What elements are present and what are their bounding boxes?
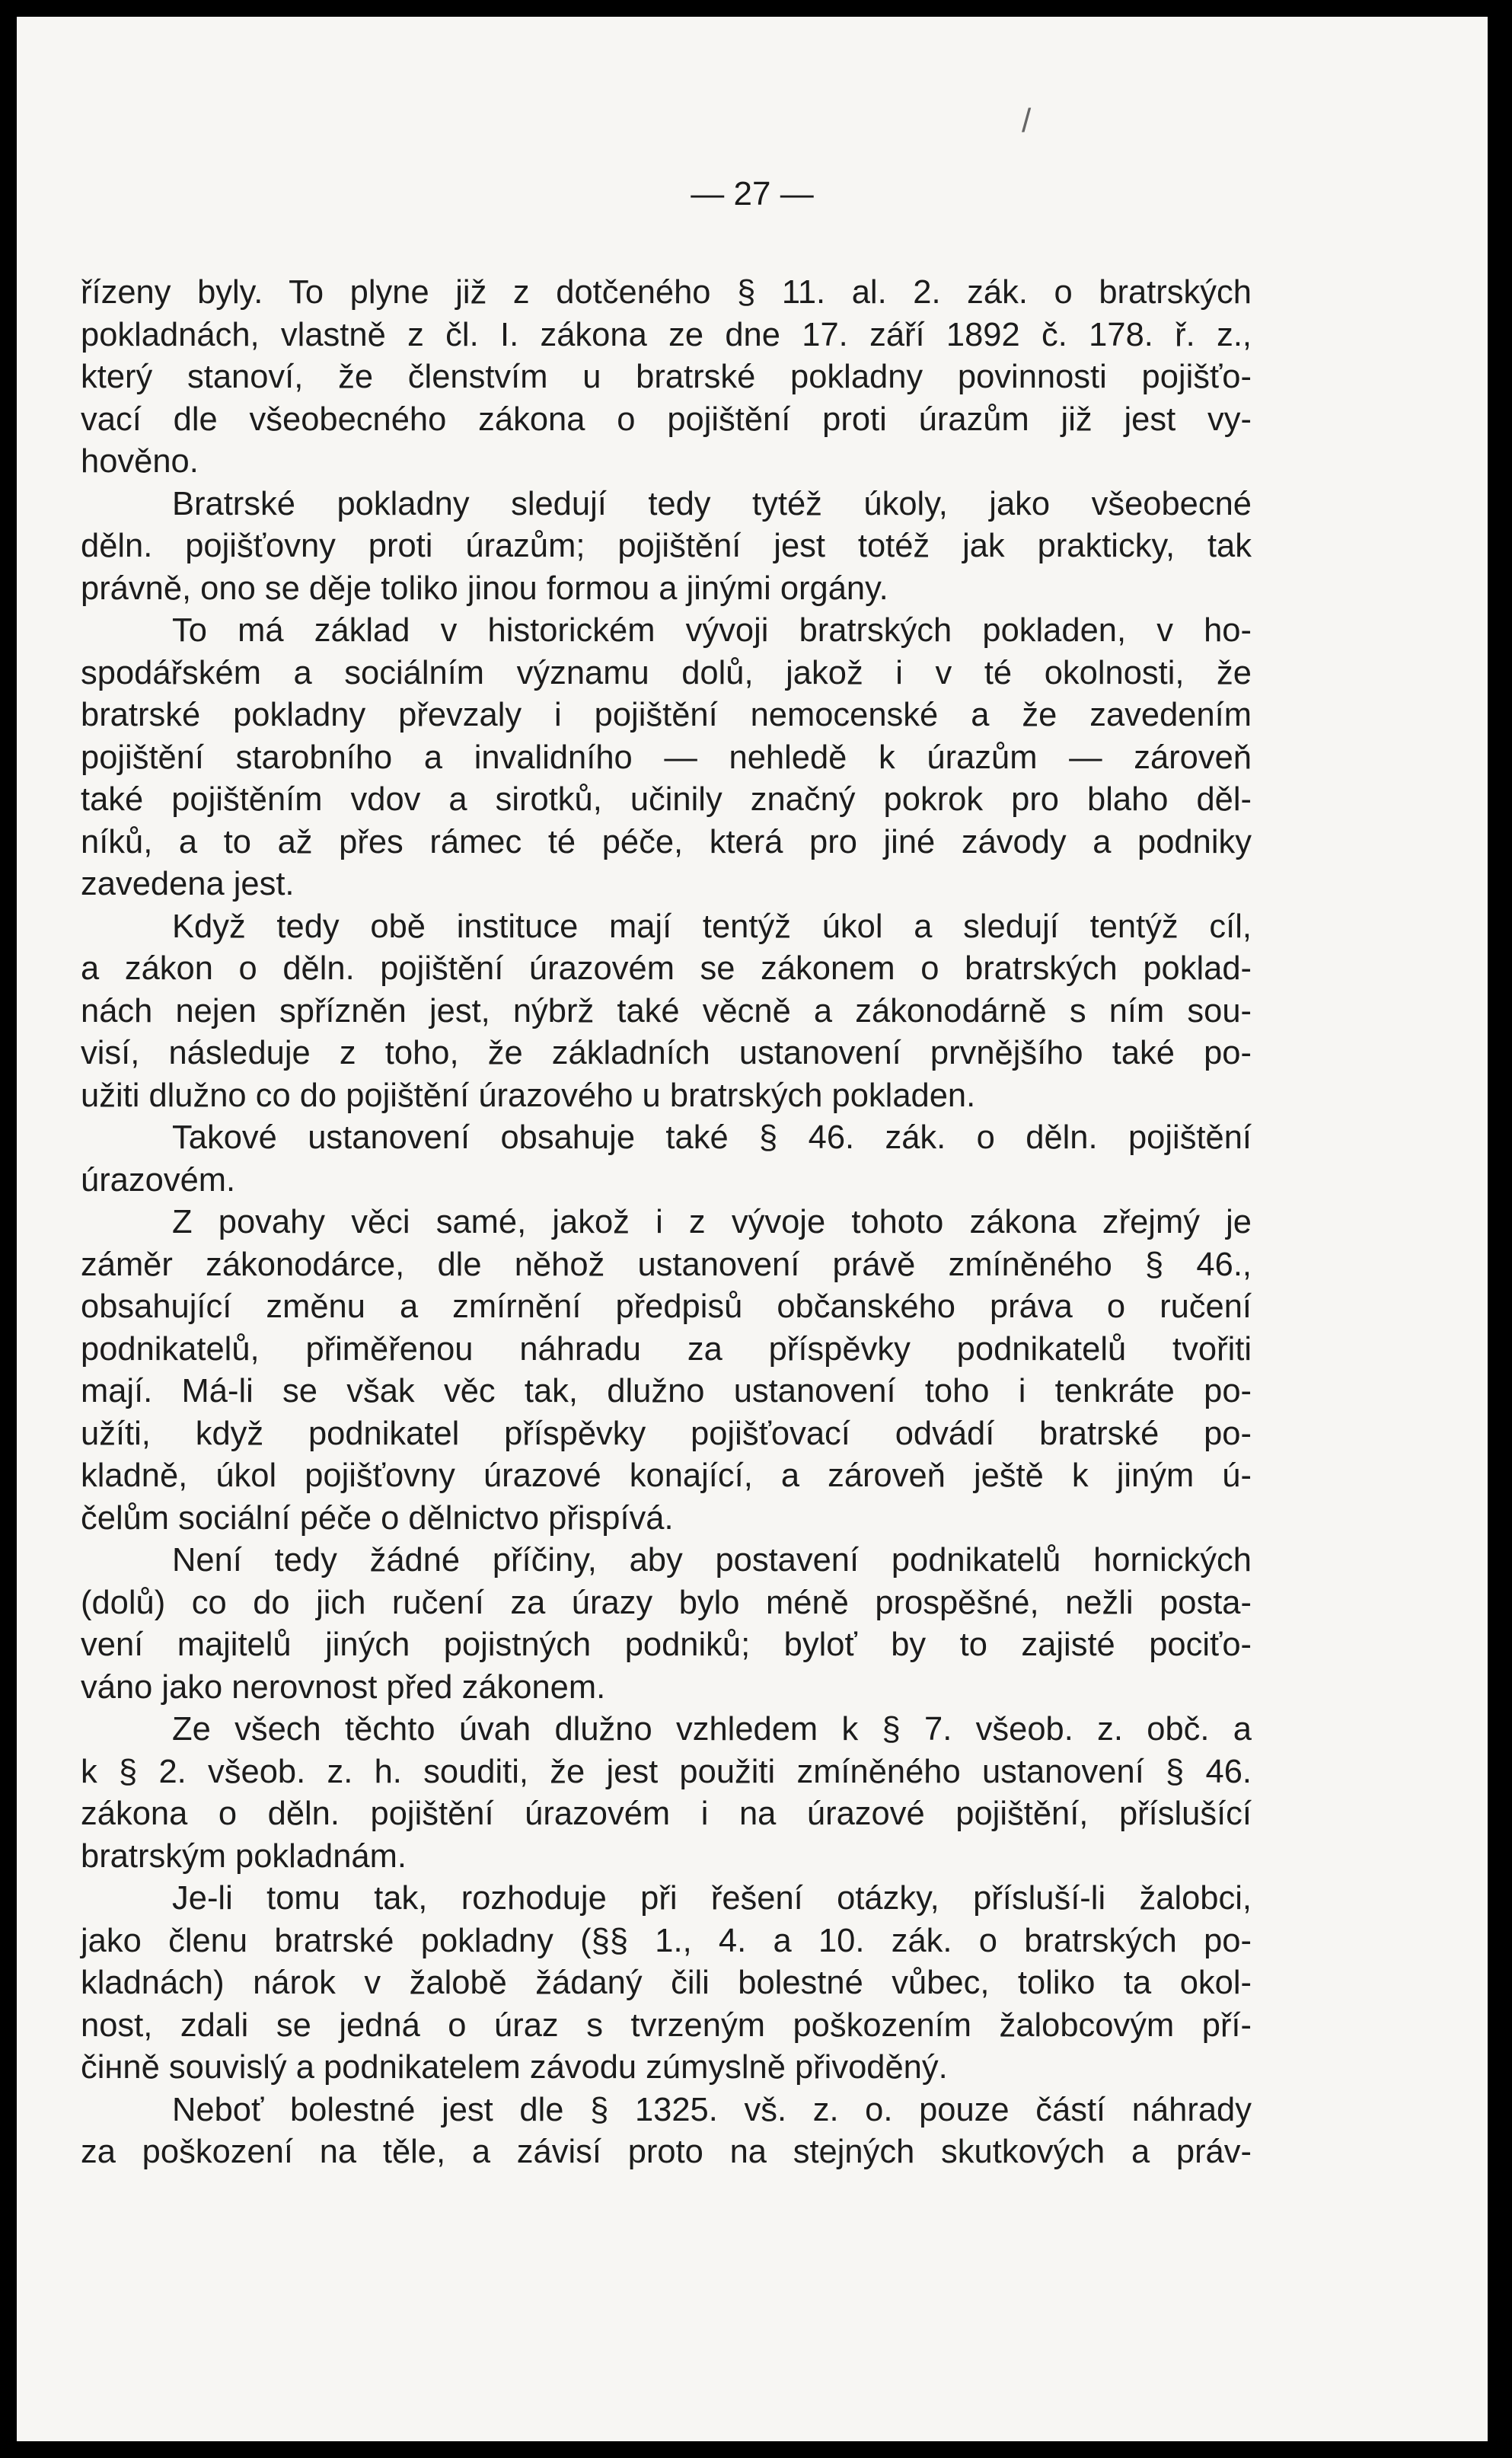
text-line: kladnách) nárok v žalobě žádaný čili bolestné vůbec, toliko ta okol- (81, 1965, 1252, 2001)
text-line: pokladnách, vlastně z čl. I. zákona ze dne 17. září 1892 č. 178. ř. z., (81, 316, 1252, 353)
text-line: Když tedy obě instituce mají tentýž úkol a sledují tentýž cíl, (172, 908, 1252, 945)
text-line: zákona o děln. pojištění úrazovém i na úrazové pojištění, příslušící (81, 1796, 1252, 1832)
text-line: za poškození na těle, a závisí proto na stejných skutkových a práv- (81, 2134, 1252, 2170)
text-line: To má základ v historickém vývoji bratrských pokladen, v ho- (172, 612, 1252, 649)
text-line: užíti, když podnikatel příspěvky pojišťovací odvádí bratrské po- (81, 1415, 1252, 1452)
text-line: čelům sociální péče o dělnictvo přispívá. (81, 1499, 674, 1537)
text-line: bratrským pokladnám. (81, 1837, 407, 1875)
text-line: vací dle všeobecného zákona o pojištění proti úrazům již jest vy- (81, 401, 1252, 438)
text-line: jako členu bratrské pokladny (§§ 1., 4. a 10. zák. o bratrských po- (81, 1922, 1252, 1959)
text-line: bratrské pokladny převzaly i pojištění nemocenské a že zavedením (81, 697, 1252, 733)
text-line: spodářském a sociálním významu dolů, jakož i v té okolnosti, že (81, 654, 1252, 691)
text-line: níků, a to až přes rámec té péče, která pro jiné závody a podniky (81, 823, 1252, 860)
text-line: podnikatelů, přiměřenou náhradu za příspěvky podnikatelů tvořiti (81, 1330, 1252, 1368)
text-line: a zákon o děln. pojištění úrazovém se zákonem o bratrských poklad- (81, 950, 1252, 987)
text-line: děln. pojišťovny proti úrazům; pojištění jest totéž jak prakticky, tak (81, 528, 1252, 564)
text-line: Bratrské pokladny sledují tedy tytéž úkoly, jako všeobecné (172, 485, 1252, 522)
text-line: také pojištěním vdov a sirotků, učinily značný pokrok pro blaho děl- (81, 781, 1252, 818)
text-line: užiti dlužno co do pojištění úrazového u bratrských pokladen. (81, 1077, 976, 1114)
text-line: nách nejen spřízněn jest, nýbrž také věcně a zákonodárně s ním sou- (81, 992, 1252, 1029)
document-page (17, 17, 1488, 2441)
stray-mark: / (1022, 102, 1032, 139)
text-line: který stanoví, že členstvím u bratrské pokladny povinnosti pojišťo- (81, 359, 1252, 395)
text-line: nost, zdali se jedná o úraz s tvrzeným poškozením žalobcovým pří- (81, 2006, 1252, 2044)
text-line: mají. Má-li se však věc tak, dlužno ustanovení toho i tenkráte po- (81, 1373, 1252, 1409)
text-line: (dolů) co do jich ručení za úrazy bylo méně prospěšné, nežli posta- (81, 1584, 1252, 1621)
text-line: Z povahy věci samé, jakož i z vývoje tohoto zákona zřejmý je (172, 1204, 1252, 1240)
text-line: Neboť bolestné jest dle § 1325. vš. z. o. pouze částí náhrady (172, 2091, 1252, 2128)
text-line: záměr zákonodárce, dle něhož ustanovení právě zmíněného § 46., (81, 1246, 1252, 1283)
text-line: čінně souvislý a podnikatelem závodu zúmyslně přivoděný. (81, 2049, 948, 2086)
text-line: úrazovém. (81, 1161, 236, 1199)
text-line: Takové ustanovení obsahuje také § 46. zák. o děln. pojištění (172, 1119, 1252, 1156)
text-line: visí, následuje z toho, že základních ustanovení prvnějšího také po- (81, 1035, 1252, 1071)
text-line: váno jako nerovnost před zákonem. (81, 1668, 606, 1706)
text-line: Není tedy žádné příčiny, aby postavení podnikatelů hornických (172, 1542, 1252, 1579)
text-line: právně, ono se děje toliko jinou formou a jinými orgány. (81, 570, 888, 607)
text-line: řízeny byly. To plyne již z dotčeného § 11. al. 2. zák. o bratrských (81, 274, 1252, 311)
text-line: pojištění starobního a invalidního — nehledě k úrazům — zároveň (81, 739, 1252, 776)
text-line: Je-li tomu tak, rozhoduje při řešení otázky, přísluší-li žalobci, (172, 1880, 1252, 1917)
text-line: vení majitelů jiných pojistných podniků; byloť by to zajisté pociťo- (81, 1626, 1252, 1663)
text-line: hověno. (81, 443, 199, 480)
text-line: obsahující změnu a zmírnění předpisů občanského práva o ručení (81, 1288, 1252, 1325)
text-line: kladně, úkol pojišťovny úrazové konající, a zároveň ještě k jiným ú- (81, 1457, 1252, 1494)
text-line: zavedena jest. (81, 866, 295, 902)
text-body (81, 272, 1252, 2174)
text-line: k § 2. všeob. z. h. souditi, že jest použiti zmíněného ustanovení § 46. (81, 1753, 1252, 1790)
page-number: — 27 — (691, 175, 814, 212)
text-line: Ze všech těchto úvah dlužno vzhledem k § 7. všeob. z. obč. a (172, 1711, 1252, 1748)
